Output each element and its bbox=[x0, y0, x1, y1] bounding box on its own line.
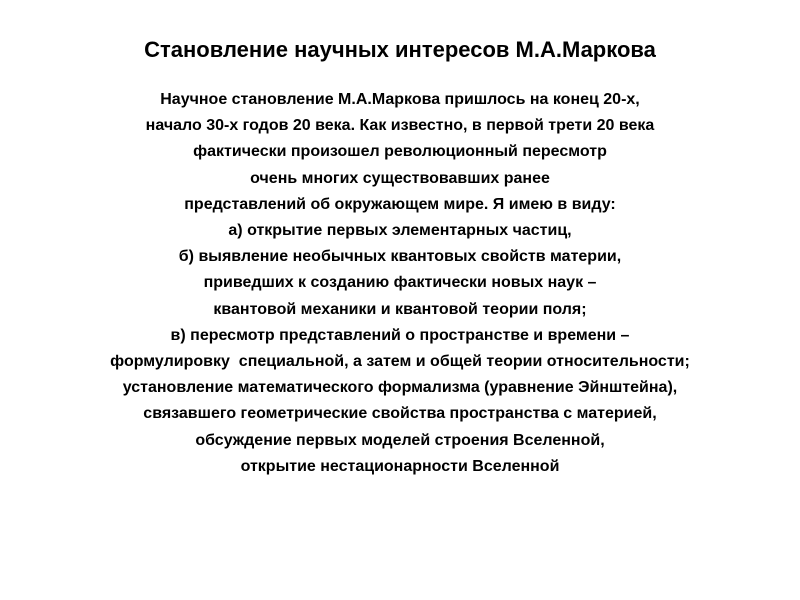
body-line: фактически произошел революционный пересмотр bbox=[193, 143, 607, 161]
list-item-c: в) пересмотр представлений о пространстве и времени – bbox=[170, 326, 630, 344]
body-line: установление математического формализма (уравнение Эйнштейна), bbox=[122, 379, 678, 397]
list-item-b: б) выявление необычных квантовых свойств материи, bbox=[178, 248, 622, 266]
list-item-a: а) открытие первых элементарных частиц, bbox=[228, 222, 572, 240]
body-line: очень многих существовавших ранее bbox=[250, 169, 550, 187]
body-line: обсуждение первых моделей строения Вселенной, bbox=[195, 431, 605, 449]
body-line: представлений об окружающем мире. Я имею в виду: bbox=[184, 195, 616, 213]
body-line: приведших к созданию фактически новых наук – bbox=[203, 274, 597, 292]
body-line: Научное становление М.А.Маркова пришлось на конец 20-х, bbox=[160, 91, 640, 108]
body-line: связавшего геометрические свойства пространства с материей, bbox=[143, 405, 657, 423]
body-line: формулировку специальной, а затем и общей теории относительности; bbox=[110, 353, 690, 371]
body-line: открытие нестационарности Вселенной bbox=[240, 457, 560, 475]
slide-body bbox=[0, 87, 800, 480]
body-line: квантовой механики и квантовой теории поля; bbox=[213, 300, 587, 318]
body-line: начало 30-х годов 20 века. Как известно, в первой трети 20 века bbox=[145, 117, 655, 135]
slide-title: Становление научных интересов М.А.Маркова bbox=[144, 37, 656, 62]
